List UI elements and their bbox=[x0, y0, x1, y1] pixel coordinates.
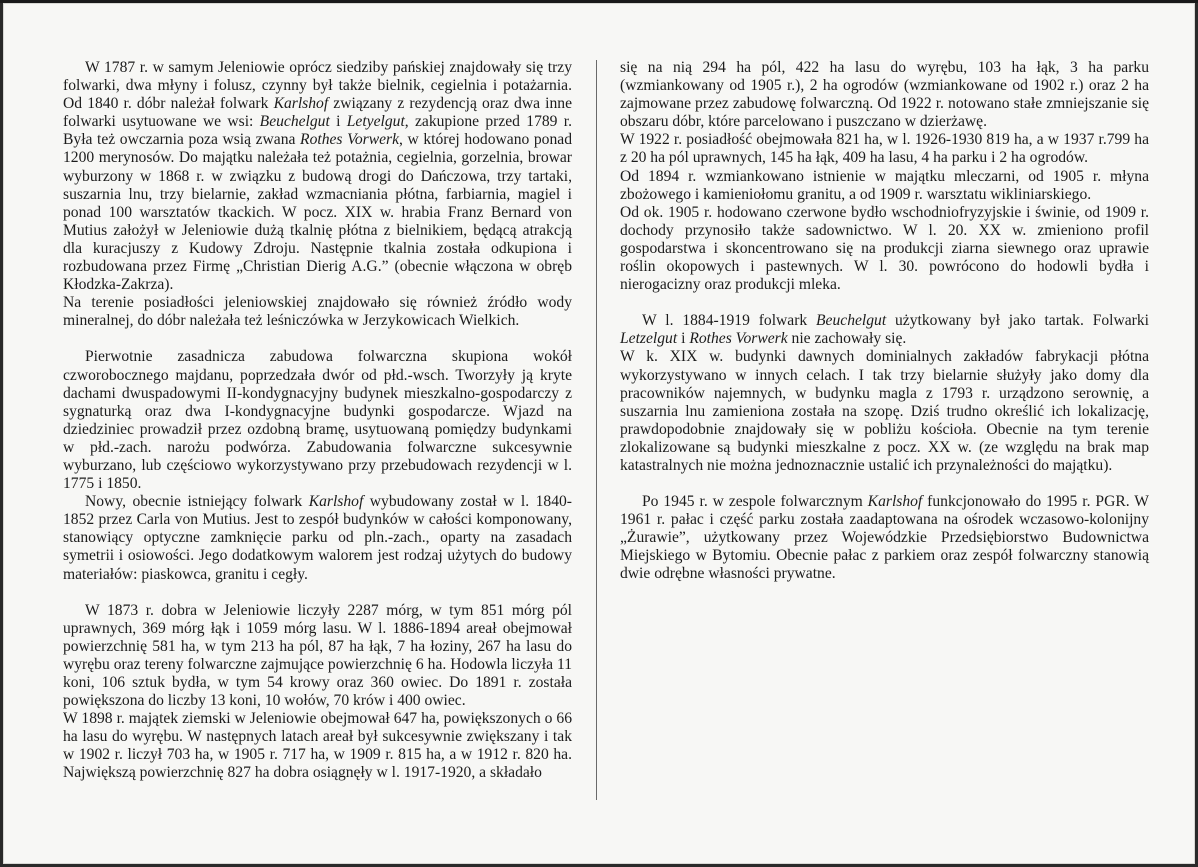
italic-name: Karlshof bbox=[308, 493, 364, 511]
text-run: , w której hodowano ponad 1200 merynosów. Do majątku należała też potażnia, cegielnia, gorzelnia, browar wyburzony w 1868 r. w związku z budową drogi do Dańczowa, trzy tartaki, suszarnia lnu, trzy bielarnie, zakład wzmacniania płótna, farbiarnia, magiel i ponad 100 warsztatów tkackich. W pocz. XIX w. hrabia Franz Bernard von Mutius założył w Jeleniowie dużą tkalnię płótna z bielnikiem, będącą atrakcją dla kuracjuszy z Kudowy Zdroju. Następnie tkalnia została odkupiona i rozbudowana przez Firmę „Christian Dierig A.G.” (obecnie włączona w obręb Kłodzka-Zakrza). bbox=[63, 131, 572, 294]
text-run: W 1787 r. w samym Jeleniowie oprócz siedziby pańskiej znajdowały się trzy folwarki, dwa młyny i folusz, czynny był także bielnik, cegielnia i potażarnia. Od 1840 r. dóbr należał folwark bbox=[63, 59, 572, 113]
text-run: W 1922 r. posiadłość obejmowała 821 ha, w l. 1926-1930 819 ha, a w 1937 r.799 ha z 20 ha pól uprawnych, 145 ha łąk, 409 ha lasu, 4 ha parku i 2 ha ogrodów. bbox=[620, 131, 1149, 167]
text-run: W 1898 r. majątek ziemski w Jeleniowie obejmował 647 ha, powiększonych o 66 ha lasu do wyrębu. W następnych latach areał był sukcesywnie zwiększany i tak w 1902 r. liczył 703 ha, w 1905 r. 717 ha, w 1909 r. 815 ha, a w 1912 r. 820 ha. Największą powierzchnię 827 ha dobra osiągnęły w l. 1917-1920, a składało bbox=[63, 710, 572, 782]
italic-name: Rothes Vorwerk bbox=[689, 330, 788, 348]
text-run: W k. XIX w. budynki dawnych dominialnych zakładów fabrykacji płótna wykorzystywano w innych celach. I tak trzy bielarnie służyły jako domy dla pracowników najemnych, w budynku magla z 1793 r. urządzono serownię, a suszarnia lnu zamieniona została na szopę. Dziś trudno określić ich lokalizację, prawdopodobnie znajdowały się w pobliżu kościoła. Obecnie na tym terenie zlokalizowane są budynki mieszkalne z pocz. XX w. (ze względu na brak map katastralnych nie można jednoznacznie ustalić ich przynależności do majątku). bbox=[620, 348, 1149, 474]
text-run: Nowy, obecnie istniejący folwark bbox=[85, 493, 309, 511]
paragraph bbox=[63, 710, 572, 782]
text-run: i bbox=[329, 113, 347, 131]
text-run: Od ok. 1905 r. hodowano czerwone bydło wschodniofryzyjskie i świnie, od 1909 r. dochody przynosiło także sadownictwo. W l. 20. XX w. zmieniono profil gospodarstwa i skoncentrowano się na produkcji ziarna siewnego oraz uprawie roślin okopowych i pastewnych. W l. 30. powrócono do hodowli bydła i nierogacizny oraz produkcji mleka. bbox=[620, 203, 1149, 294]
left-column bbox=[63, 59, 572, 783]
text-run: nie zachowały się. bbox=[787, 330, 907, 348]
paragraph bbox=[63, 602, 572, 711]
text-run: związany z rezydencją oraz dwa inne folwarki usytuowane we wsi: bbox=[63, 95, 572, 131]
text-run: Od 1894 r. wzmiankowano istnienie w majątku mleczarni, od 1905 r. młyna zbożowego i kamieniołomu granitu, a od 1909 r. warsztatu wikliniarskiego. bbox=[620, 167, 1149, 203]
text-run: się na nią 294 ha pól, 422 ha lasu do wyrębu, 103 ha łąk, 3 ha parku (wzmiankowany od 1905 r.), 2 ha ogrodów (wzmiankowane od 1902 r.) oraz 2 ha zajmowane przez zabudowę folwarczną. Od 1922 r. notowano stałe zmniejszanie się obszaru dóbr, które parcelowano i puszczano w dzierżawę. bbox=[620, 59, 1149, 131]
italic-name: Letyelgut bbox=[346, 113, 405, 131]
text-run: , zakupione przed 1789 r. Była też owczarnia poza wsią zwana bbox=[63, 113, 572, 149]
paragraph bbox=[63, 294, 572, 330]
paragraph bbox=[620, 348, 1149, 475]
paragraph bbox=[620, 204, 1149, 294]
italic-name: Rothes Vorwerk bbox=[300, 131, 400, 149]
paragraph bbox=[63, 348, 572, 493]
paragraph bbox=[63, 493, 572, 583]
italic-name: Beuchelgut bbox=[816, 312, 887, 330]
right-column bbox=[620, 59, 1149, 584]
text-run: W l. 1884-1919 folwark bbox=[642, 312, 817, 330]
text-run: wybudowany został w l. 1840-1852 przez Carla von Mutius. Jest to zespół budynków w całości komponowany, stanowiący optyczne zamknięcie parku od pln.-zach., oparty na zasadach symetrii i osiowości. Jego dodatkowym walorem jest rodzaj użytych do budowy materiałów: piaskowca, granitu i cegły. bbox=[63, 493, 572, 583]
text-run: Pierwotnie zasadnicza zabudowa folwarczna skupiona wokół czworobocznego majdanu, poprzedzała dwór od płd.-wsch. Tworzyły ją kryte dachami dwuspadowymi II-kondygnacyjny budynek mieszkalno-gospodarczy z sygnaturką oraz dwa I-kondygnacyjne budynki gospodarcze. Wjazd na dziedziniec prowadził przez ozdobną bramę, usytuowaną pomiędzy budynkami w płd.-zach. narożu podwórza. Zabudowania folwarczne sukcesywnie wyburzano, lub częściowo wykorzystywano przy przebudowach rezydencji w l. 1775 i 1850. bbox=[63, 348, 572, 493]
document-page bbox=[3, 3, 1195, 864]
paragraph bbox=[620, 59, 1149, 131]
italic-name: Karlshof bbox=[273, 95, 329, 113]
paragraph bbox=[63, 59, 572, 294]
paragraph bbox=[620, 168, 1149, 204]
italic-name: Karlshof bbox=[867, 493, 923, 511]
paragraph bbox=[620, 493, 1149, 583]
text-run: Po 1945 r. w zespole folwarcznym bbox=[642, 493, 868, 511]
text-run: funkcjonowało do 1995 r. PGR. W 1961 r. pałac i część parku została zaadaptowana na ośrodek wczasowo-kolonijny „Żurawie”, użytkowany przez Wojewódzkie Przedsiębiorstwo Budownictwa Miejskiego w Bytomiu. Obecnie pałac z parkiem oraz zespół folwarczny stanowią dwie odrębne własności prywatne. bbox=[620, 493, 1149, 583]
paragraph bbox=[620, 312, 1149, 348]
text-run: W 1873 r. dobra w Jeleniowie liczyły 2287 mórg, w tym 851 mórg pól uprawnych, 369 mórg łąk i 1059 mórg lasu. W l. 1886-1894 areał obejmował powierzchnię 581 ha, w tym 213 ha pól, 87 ha łąk, 7 ha łoziny, 267 ha lasu do wyrębu oraz tereny folwarczne zajmujące powierzchnię 6 ha. Hodowla liczyła 11 koni, 106 sztuk bydła, w tym 54 krowy oraz 360 owiec. Do 1891 r. została powiększona do liczby 13 koni, 10 wołów, 70 krów i 400 owiec. bbox=[63, 601, 572, 710]
italic-name: Beuchelgut bbox=[259, 113, 330, 131]
italic-name: Letzelgut bbox=[620, 330, 678, 348]
text-run: Na terenie posiadłości jeleniowskiej znajdowało się również źródło wody mineralnej, do dóbr należała też leśniczówka w Jerzykowicach Wielkich. bbox=[63, 294, 572, 330]
text-run: użytkowany był jako tartak. Folwarki bbox=[886, 312, 1149, 330]
paragraph bbox=[620, 131, 1149, 167]
column-divider bbox=[596, 60, 597, 800]
text-run: i bbox=[677, 330, 690, 348]
